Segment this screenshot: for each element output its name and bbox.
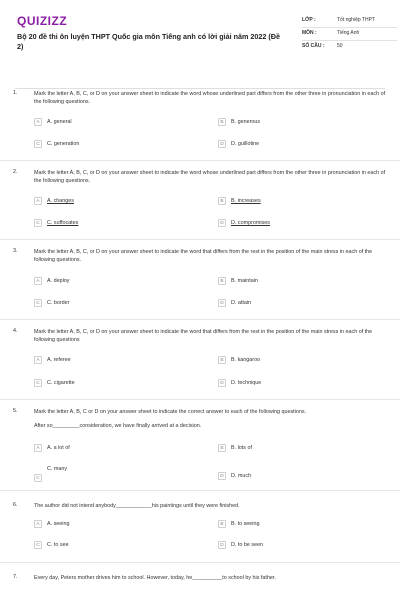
option-text: D. compromises: [231, 220, 270, 226]
meta-table: [302, 15, 397, 53]
brand-logo: QUIZIZZ: [17, 14, 68, 28]
option-text: C. border: [47, 300, 70, 306]
question-number: 2.: [13, 169, 18, 175]
meta-key: MÔN :: [302, 30, 317, 36]
question-number: 4.: [13, 328, 18, 334]
option-b[interactable]: [218, 520, 259, 528]
question-text: Mark the letter A, B, C, or D on your answer sheet to indicate the word that differs from the rest in the position of the main stress in each of the following questions.: [34, 249, 373, 264]
option-b[interactable]: [218, 197, 261, 205]
option-letter-box: D: [218, 472, 226, 480]
option-letter-box: B: [218, 277, 226, 285]
question-text: Mark the letter A, B, C, or D on your answer sheet to indicate the word whose underlined part differs from the other three in pronunciation in each of the following questions.: [34, 170, 386, 185]
option-letter-box: C: [34, 379, 42, 387]
question-number: 7.: [13, 574, 18, 580]
option-c[interactable]: [34, 379, 75, 387]
option-text: C. to see: [47, 542, 69, 548]
header-divider: [15, 88, 385, 89]
option-b[interactable]: [218, 444, 252, 452]
option-a[interactable]: [34, 356, 71, 364]
option-text: A. general: [47, 119, 72, 125]
meta-key: SỐ CÂU :: [302, 43, 325, 49]
option-letter-box: B: [218, 520, 226, 528]
option-a[interactable]: [34, 277, 69, 285]
meta-row-count: [302, 41, 397, 53]
option-letter-box: D: [218, 379, 226, 387]
option-letter-box: C: [34, 299, 42, 307]
option-c[interactable]: [34, 219, 78, 227]
option-a[interactable]: [34, 118, 72, 126]
option-b[interactable]: [218, 277, 258, 285]
option-letter-box: D: [218, 299, 226, 307]
option-d[interactable]: [218, 472, 251, 480]
option-b[interactable]: [218, 356, 260, 364]
question-number: 6.: [13, 502, 18, 508]
option-letter-box: C: [34, 474, 42, 482]
option-letter-box: A: [34, 356, 42, 364]
option-text: B. kangaroo: [231, 357, 261, 363]
option-text: D. technique: [231, 380, 262, 386]
meta-key: LỚP :: [302, 17, 316, 23]
option-text: A. a lot of: [47, 445, 70, 451]
option-text: B. maintain: [231, 278, 258, 284]
option-text: C. generation: [47, 141, 80, 147]
option-text: D. much: [231, 473, 252, 479]
question-divider: [0, 399, 400, 400]
question-divider: [0, 319, 400, 320]
meta-value: Tiếng Anh: [337, 30, 360, 36]
meta-row-subject: [302, 28, 397, 41]
option-text: C. suffocates: [47, 220, 79, 226]
option-d[interactable]: [218, 299, 251, 307]
option-letter-box: A: [34, 444, 42, 452]
option-letter-box: C: [34, 541, 42, 549]
question-divider: [0, 239, 400, 240]
question-text: Mark the letter A, B, C, or D on your answer sheet to indicate the word that differs from the rest in the position of the main stress in each of the following questions: [34, 329, 373, 344]
option-text: C. many: [47, 466, 68, 472]
worksheet-header: [15, 10, 385, 74]
option-d[interactable]: [218, 379, 261, 387]
question-number: 1.: [13, 90, 18, 96]
option-text: B. increases: [231, 198, 261, 204]
option-d[interactable]: [218, 219, 270, 227]
option-d[interactable]: [218, 140, 259, 148]
option-a[interactable]: [34, 444, 70, 452]
option-a[interactable]: [34, 520, 69, 528]
question-divider: [0, 490, 400, 491]
option-letter-box: D: [218, 140, 226, 148]
option-text: A. changes: [47, 198, 74, 204]
option-text: C. cigarette: [47, 380, 75, 386]
option-text: B. generous: [231, 119, 261, 125]
option-letter-box: A: [34, 277, 42, 285]
option-letter-box: A: [34, 197, 42, 205]
option-letter-box: C: [34, 219, 42, 227]
option-c[interactable]: [34, 462, 67, 482]
option-letter-box: D: [218, 219, 226, 227]
question-stem: After so_________consideration, we have finally arrived at a decision.: [34, 423, 202, 429]
question-text: The author did not intend anybody____________his paintings until they were finished.: [34, 503, 240, 509]
option-letter-box: B: [218, 356, 226, 364]
meta-value: 50: [337, 43, 343, 49]
meta-row-class: [302, 15, 397, 28]
option-letter-box: B: [218, 197, 226, 205]
option-letter-box: B: [218, 444, 226, 452]
option-c[interactable]: [34, 541, 69, 549]
question-divider: [0, 160, 400, 161]
question-number: 5.: [13, 408, 18, 414]
option-c[interactable]: [34, 299, 69, 307]
option-text: B. lots of: [231, 445, 252, 451]
option-text: D. attain: [231, 300, 252, 306]
question-text: Mark the letter A, B, C, or D on your answer sheet to indicate the word whose underlined part differs from the other three in pronunciation in each of the following questions.: [34, 91, 386, 106]
worksheet-title: Bộ 20 đề thi ôn luyện THPT Quốc gia môn Tiếng anh có lời giải năm 2022 (Đề 2): [17, 32, 280, 51]
option-text: A. deploy: [47, 278, 70, 284]
option-text: D. to be seen: [231, 542, 264, 548]
option-letter-box: A: [34, 118, 42, 126]
option-letter-box: D: [218, 541, 226, 549]
option-letter-box: B: [218, 118, 226, 126]
option-letter-box: C: [34, 140, 42, 148]
option-b[interactable]: [218, 118, 260, 126]
question-text: Mark the letter A, B, C or D on your answer sheet to indicate the correct answer to each of the following questions.: [34, 409, 307, 415]
option-c[interactable]: [34, 140, 79, 148]
option-a[interactable]: [34, 197, 74, 205]
meta-value: Tốt nghiệp THPT: [337, 17, 375, 23]
option-d[interactable]: [218, 541, 263, 549]
option-text: D. guillotine: [231, 141, 260, 147]
option-text: A. seeing: [47, 521, 70, 527]
option-letter-box: A: [34, 520, 42, 528]
option-text: A. referee: [47, 357, 71, 363]
question-number: 3.: [13, 248, 18, 254]
question-divider: [0, 562, 400, 563]
question-text: Every day, Peters mother drives him to school. However, today, he__________to school by his father.: [34, 575, 276, 581]
option-text: B. to seeing: [231, 521, 260, 527]
